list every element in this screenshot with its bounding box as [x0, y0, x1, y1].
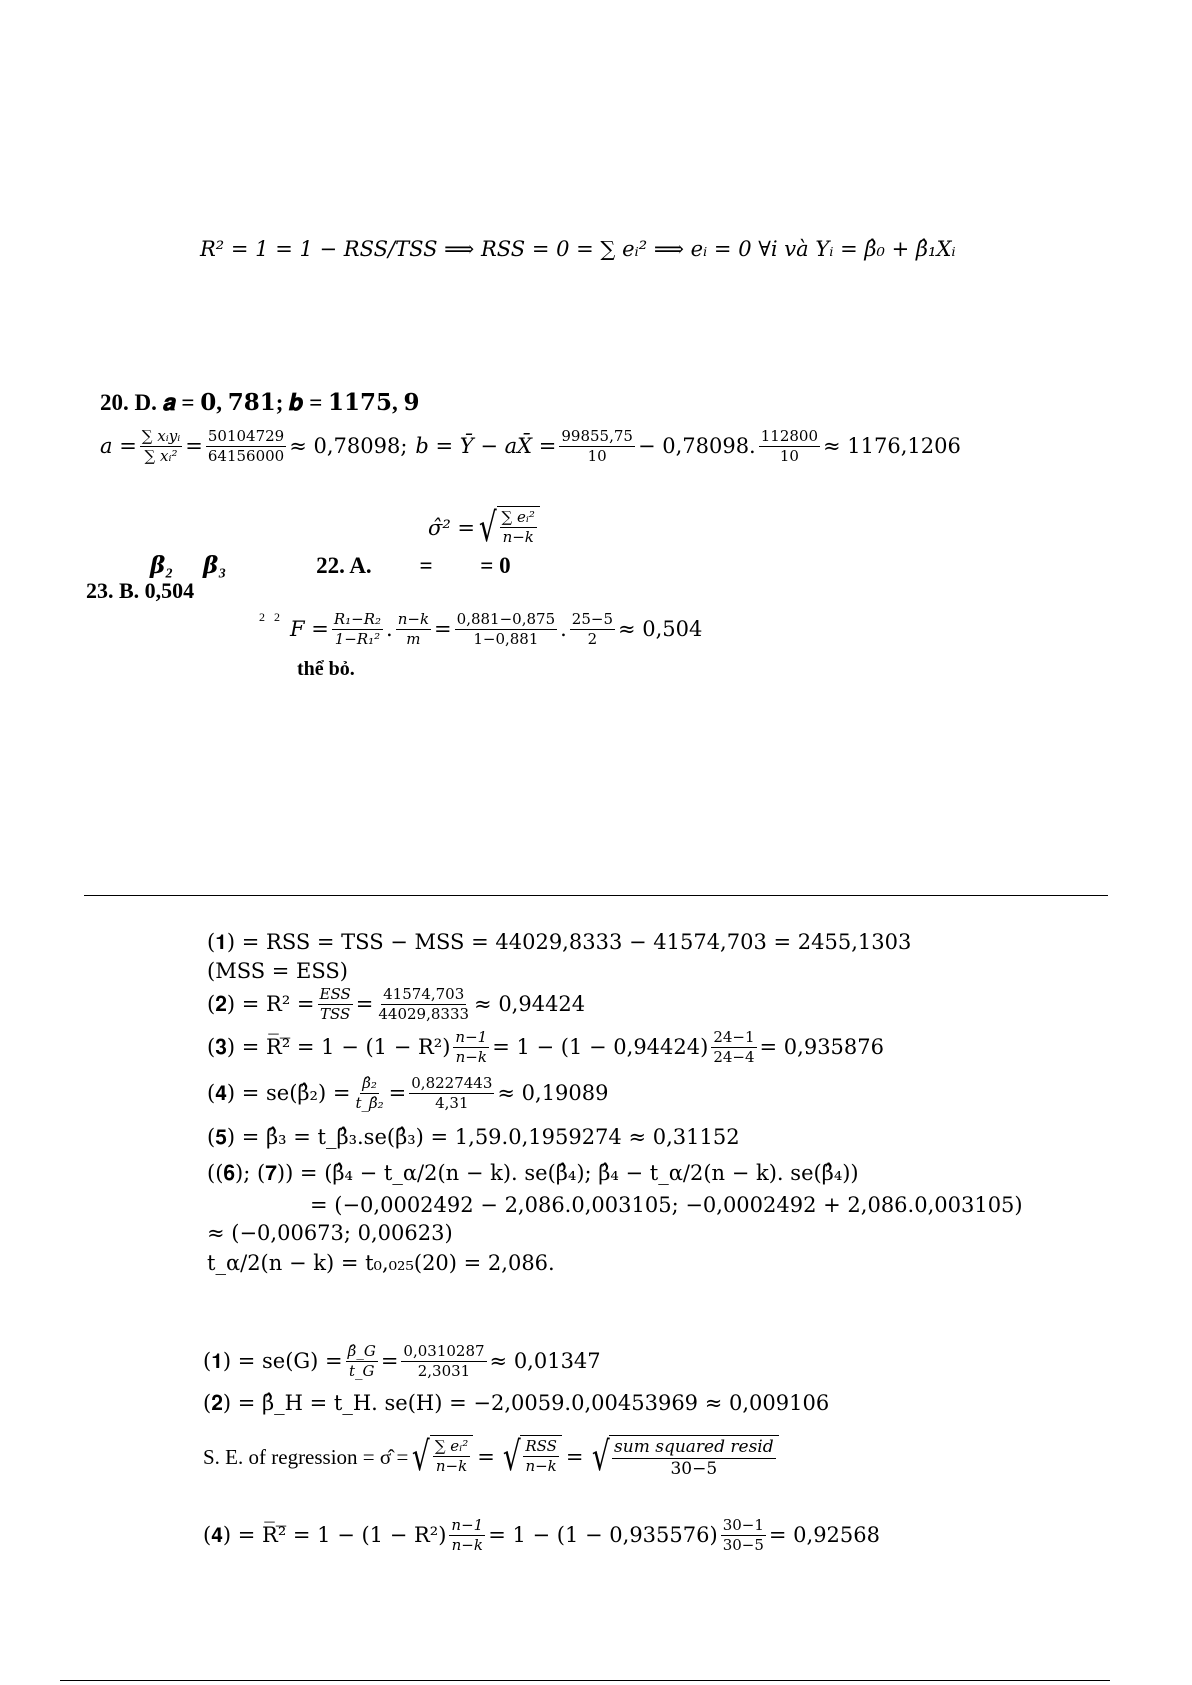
- t2-l3-frac-1: [433, 1438, 470, 1475]
- t1-line-9-text: ≈ (−0,00673; 0,00623): [207, 1221, 453, 1245]
- t2-l4-frac-1: [449, 1517, 485, 1554]
- t2-line-1: (𝟏) = se(G) = $\frac{\betâ\_G}{t\_G}$ = $\frac{0,0310287}{2,3031}$ ≈ 0,01347: [203, 1341, 601, 1380]
- t1-line-10-text: t_α/2(n − k) = t₀,₀₂₅(20) = 2,086.: [207, 1251, 555, 1275]
- t1-l3-frac-1: [318, 986, 353, 1023]
- t1-l4-f2d: 24−4: [713, 1047, 755, 1066]
- q23-formula: F = $\frac{\text{R₁−R₂}}{\text{1−R₁²}}$ . $\frac{n-k}{m}$ = $\frac{0,881-0,875}{1-0,881}$ . $\frac{25-5}{2}$ ≈ 0,504: [290, 609, 703, 648]
- q23-frac-4-num: 25−5: [571, 609, 613, 628]
- t1-l4-lhs: (𝟑) = R̅²̅ = 1 − (1 − R²): [207, 1035, 451, 1059]
- q22-heading: 22. A.: [316, 553, 372, 578]
- q20-frac-2-den: 10: [587, 446, 607, 465]
- t2-l3-f3d: 30−5: [670, 1459, 718, 1479]
- t1-l3-f2d: 44029,8333: [378, 1004, 470, 1023]
- q20-heading-text: 20. D. 𝒂 = 𝟎, 𝟕𝟖𝟏; 𝒃 = 𝟏𝟏𝟕𝟓, 𝟗: [100, 390, 420, 415]
- t1-l3-f1n: ESS: [319, 984, 351, 1003]
- q20-heading: [100, 390, 420, 416]
- r2-equation: [200, 236, 956, 262]
- t1-line-7-text: ((𝟔); (𝟕)) = (β̂₄ − t_α/2(n − k). se(β̂₄); β̂₄ − t_α/2(n − k). se(β̂₄)): [207, 1161, 859, 1185]
- t2-l4-f1n: n−1: [451, 1515, 484, 1534]
- t2-l3-sqrt-3: √ $\frac{\text{sum squared resid}}{30-5}$: [588, 1435, 779, 1479]
- q20-frac-3: [759, 428, 820, 465]
- t1-l5-f2n: 0,8227443: [411, 1073, 493, 1092]
- t2-l1-frac-2: [401, 1343, 486, 1380]
- t1-l4-f1d: n−k: [455, 1047, 487, 1066]
- t2-l4-f2d: 30−5: [722, 1535, 764, 1554]
- t1-l4-frac-2: [711, 1029, 756, 1066]
- t1-l3-lhs: (𝟐) = R² =: [207, 992, 315, 1016]
- q20-formula: a = $\frac{\text{∑ xᵢyᵢ}}{\text{∑ xᵢ²}}$ = $\frac{50104729}{64156000}$ ≈ 0,78098; b = Ȳ − aX̄ = $\frac{99855,75}{10}$ − 0,78098. $\frac{112800}{10}$ ≈ 1176,1206: [100, 426, 961, 465]
- t1-l5-f1n: β̂₂: [362, 1073, 377, 1092]
- t1-line-7: [207, 1160, 859, 1186]
- q23-heading: [86, 578, 194, 604]
- q23-heading-text: 23. B. 0,504: [86, 578, 195, 603]
- t2-line-2: [203, 1390, 829, 1416]
- t1-l3-f1d: TSS: [319, 1004, 351, 1023]
- q20-approx1: ≈ 0,78098;: [289, 434, 408, 458]
- sigma-frac-den: n−k: [502, 528, 534, 546]
- t2-l3-sqrt-2: √ $\frac{\text{RSS}}{n-k}$: [499, 1435, 562, 1479]
- t1-l5-f2d: 4,31: [435, 1093, 469, 1112]
- t1-l3-f2n: 41574,703: [383, 984, 465, 1003]
- t1-l4-f2n: 24−1: [713, 1027, 755, 1046]
- q23-footer-text: thể bỏ.: [297, 658, 355, 680]
- q23-stray-superscripts: [259, 604, 280, 630]
- t1-l3-result: ≈ 0,94424: [474, 992, 586, 1016]
- t2-l3-f3n: sum squared resid: [614, 1437, 774, 1457]
- t1-line-9: [207, 1220, 453, 1246]
- t2-l4-lhs: (𝟒) = R̅²̅ = 1 − (1 − R²): [203, 1523, 447, 1547]
- section-divider: [84, 895, 1108, 896]
- q23-frac-1: [332, 611, 383, 648]
- q23-frac-2-num: n−k: [397, 609, 430, 628]
- t2-l3-frac-3: [612, 1438, 776, 1479]
- q20-frac-2-num: 99855,75: [561, 426, 633, 445]
- t2-l1-f1n: β̂_G: [347, 1341, 376, 1360]
- t2-l3-f1n: ∑ eᵢ²: [434, 1437, 469, 1455]
- t2-l3-f1d: n−k: [435, 1457, 468, 1475]
- t1-l4-result: = 0,935876: [759, 1035, 885, 1059]
- q23-result: ≈ 0,504: [618, 617, 703, 641]
- t1-l4-mid: = 1 − (1 − 0,94424): [492, 1035, 709, 1059]
- q23-frac-4-den: 2: [587, 629, 598, 648]
- q20-frac-sum-den: ∑ xᵢ²: [144, 446, 178, 465]
- footer-rule: [60, 1680, 1110, 1681]
- t2-l1-f2n: 0,0310287: [403, 1341, 485, 1360]
- t2-l3-f2n: RSS: [525, 1437, 557, 1455]
- t1-line-5: (𝟒) = se(β̂₂) = $\frac{\text{β̂₂}}{\text{t\_β̂₂}}$ = $\frac{0,8227443}{4,31}$ ≈ 0,19089: [207, 1073, 609, 1112]
- sigma-frac: [500, 509, 537, 546]
- q23-frac-4: [570, 611, 615, 648]
- t2-line-4: [203, 1512, 880, 1558]
- q22-beta2: 𝜷₂: [150, 553, 174, 578]
- t1-line-6: [207, 1124, 740, 1150]
- q22-beta3: 𝜷₃: [203, 553, 227, 578]
- q23-frac-1-den: 1−R₁²: [334, 629, 381, 648]
- t2-l4-frac-2: [721, 1517, 766, 1554]
- r2-equation-text: R² = 1 = 1 − RSS/TSS ⟹ RSS = 0 = ∑ eᵢ² ⟹ eᵢ = 0 ∀i và Yᵢ = β̂₀ + β̂₁Xᵢ: [200, 237, 956, 261]
- t2-l4-f2n: 30−1: [722, 1515, 764, 1534]
- sigma-formula: [428, 500, 540, 556]
- q20-mid: − 0,78098.: [637, 434, 756, 458]
- t1-l4-frac-1: [453, 1029, 489, 1066]
- q23-frac-3-num: 0,881−0,875: [456, 609, 556, 628]
- t2-l1-f2d: 2,3031: [417, 1361, 471, 1380]
- t2-l3-eq-2: =: [565, 1445, 584, 1469]
- q20-frac-1-num: 50104729: [207, 426, 285, 445]
- q20-frac-3-num: 112800: [760, 426, 818, 445]
- q20-frac-sum: [140, 428, 182, 465]
- t2-l4-result: = 0,92568: [768, 1523, 881, 1547]
- q20-frac-1: [206, 428, 286, 465]
- t2-l3-f2d: n−k: [525, 1457, 557, 1475]
- q20-frac-2: [559, 428, 635, 465]
- q20-result: ≈ 1176,1206: [823, 434, 961, 458]
- q23-frac-1-num: R₁−R₂: [333, 609, 382, 628]
- t2-l4-f1d: n−k: [451, 1535, 483, 1554]
- q23-frac-2-den: m: [406, 629, 421, 648]
- t1-line-4: [207, 1026, 884, 1068]
- q23-frac-2: [396, 611, 431, 648]
- t2-l1-frac-1: [346, 1343, 378, 1380]
- t1-line-2-text: (MSS = ESS): [207, 959, 348, 983]
- t2-line-3: [203, 1428, 779, 1486]
- t1-l5-frac-1: [353, 1075, 385, 1112]
- t1-line-8-text: = (−0,0002492 − 2,086.0,003105; −0,0002492 + 2,086.0,003105): [310, 1193, 1023, 1217]
- t1-line-6-text: (𝟓) = β̂₃ = t_β̂₃.se(β̂₃) = 1,59.0,1959274 ≈ 0,31152: [207, 1125, 740, 1149]
- t1-l5-result: ≈ 0,19089: [497, 1081, 609, 1105]
- t1-line-10: [207, 1250, 555, 1276]
- t1-line-3: (𝟐) = R² = $\frac{\text{ESS}}{\text{TSS}}$ = $\frac{41574,703}{44029,8333}$ ≈ 0,94424: [207, 984, 586, 1023]
- q20-frac-1-den: 64156000: [207, 446, 285, 465]
- t2-l4-mid: = 1 − (1 − 0,935576): [488, 1523, 718, 1547]
- t1-line-2: [207, 958, 348, 984]
- t2-l1-f1d: t_G: [348, 1361, 375, 1380]
- t1-line-8: [310, 1192, 1023, 1218]
- t1-l5-f1d: t_β̂₂: [355, 1093, 384, 1112]
- t2-line-2-text: (𝟐) = β̂_H = t_H. se(H) = −2,0059.0,00453969 ≈ 0,009106: [203, 1391, 830, 1415]
- q23-f-lhs: F =: [290, 617, 329, 641]
- t1-line-1-text: (𝟏) = RSS = TSS − MSS = 44029,8333 − 41574,703 = 2455,1303: [207, 930, 912, 954]
- q20-frac-3-den: 10: [779, 446, 799, 465]
- sigma-frac-num: ∑ eᵢ²: [501, 508, 535, 526]
- sigma-lhs: σ̂² =: [428, 516, 476, 540]
- sigma-sqrt: √ $\frac{\text{∑ eᵢ²}}{n-k}$: [475, 506, 540, 550]
- q22-row: [150, 553, 511, 579]
- t1-l5-frac-2: [409, 1075, 494, 1112]
- q22-eq1: =: [419, 553, 433, 578]
- t2-l1-lhs: (𝟏) = se(G) =: [203, 1349, 343, 1373]
- t1-l4-f1n: n−1: [455, 1027, 488, 1046]
- q22-eq2: = 0: [480, 553, 511, 578]
- q20-b-eq: b = Ȳ − aX̄ =: [415, 434, 557, 458]
- q23-frac-3: [455, 611, 557, 648]
- t2-l3-lhs: S. E. of regression = σ̂ =: [203, 1445, 409, 1469]
- t1-l3-frac-2: [376, 986, 471, 1023]
- t2-l3-eq-1: =: [477, 1445, 495, 1469]
- t1-l5-lhs: (𝟒) = se(β̂₂) =: [207, 1081, 351, 1105]
- t2-l3-frac-2: [523, 1438, 559, 1475]
- q23-footer: [297, 656, 355, 682]
- q23-stray-text: 2 2: [259, 610, 280, 624]
- q20-a-eq: a =: [100, 434, 137, 458]
- t1-line-1: [207, 929, 911, 955]
- q20-frac-sum-num: ∑ xᵢyᵢ: [141, 426, 181, 445]
- q23-frac-3-den: 1−0,881: [473, 629, 539, 648]
- t2-l3-sqrt-1: √ $\frac{\text{∑ eᵢ²}}{n-k}$: [408, 1435, 473, 1479]
- t2-l1-result: ≈ 0,01347: [489, 1349, 601, 1373]
